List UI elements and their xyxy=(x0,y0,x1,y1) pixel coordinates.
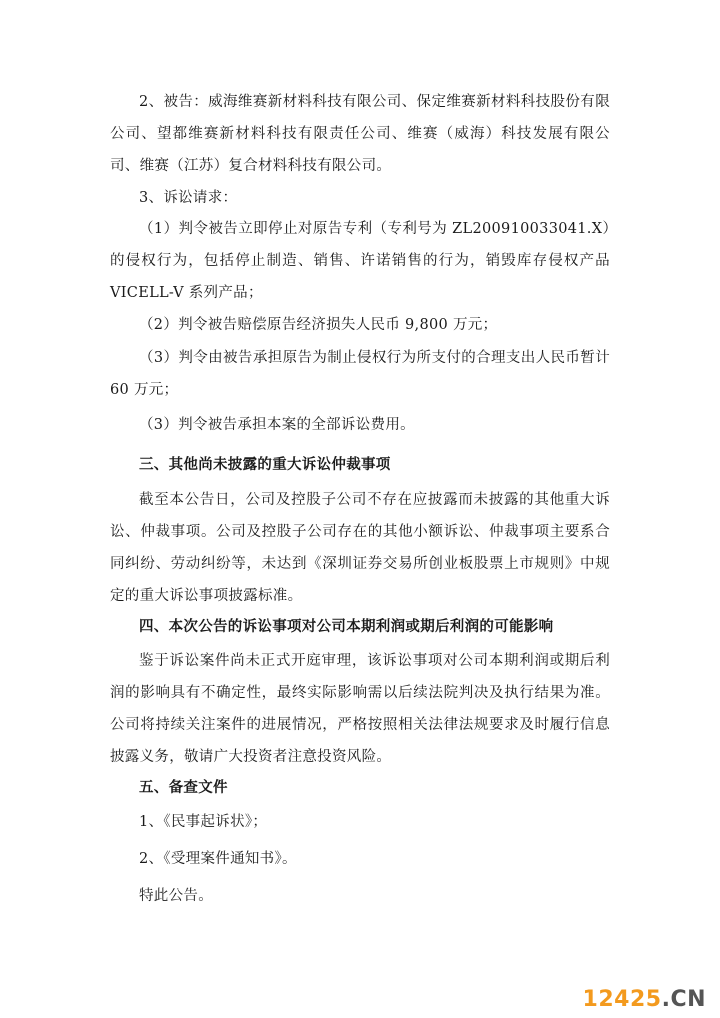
watermark-number: 12425 xyxy=(582,987,662,1012)
paragraph-section-4-body: 鉴于诉讼案件尚未正式开庭审理，该诉讼事项对公司本期利润或期后利润的影响具有不确定性，最终实际影响需以后续法院判决及执行结果为准。公司将持续关注案件的进展情况，严格按照相关法律法规要求及时履行信息披露义务，敬请广大投资者注意投资风险。 xyxy=(110,653,610,765)
closing-statement: 特此公告。 xyxy=(139,888,213,904)
section-heading-5: 五、备查文件 xyxy=(139,779,228,796)
paragraph-claims-heading: 3、诉讼请求： xyxy=(139,190,238,206)
paragraph-defendants: 2、被告：威海维赛新材料科技有限公司、保定维赛新材料科技股份有限公司、望都维赛新材料科技有限责任公司、维赛（威海）科技发展有限公司、维赛（江苏）复合材料科技有限公司。 xyxy=(110,94,610,174)
paragraph-claim-1: （1）判令被告立即停止对原告专利（专利号为 ZL200910033041.X）的侵权行为，包括停止制造、销售、许诺销售的行为，销毁库存侵权产品 VICELL-V 系列产品； xyxy=(110,221,610,301)
section-heading-3: 三、其他尚未披露的重大诉讼仲裁事项 xyxy=(139,456,391,473)
paragraph-claim-3: （3）判令由被告承担原告为制止侵权行为所支付的合理支出人民币暂计 60 万元； xyxy=(110,350,610,398)
paragraph-claim-2: （2）判令被告赔偿原告经济损失人民币 9,800 万元； xyxy=(139,317,498,333)
watermark-dot: . xyxy=(661,987,671,1012)
site-watermark xyxy=(583,987,706,1012)
paragraph-claim-4: （3）判令被告承担本案的全部诉讼费用。 xyxy=(139,417,415,433)
attachment-item-2: 2、《受理案件通知书》。 xyxy=(139,851,297,867)
section-heading-4: 四、本次公告的诉讼事项对公司本期利润或期后利润的可能影响 xyxy=(139,618,554,635)
paragraph-section-3-body: 截至本公告日，公司及控股子公司不存在应披露而未披露的其他重大诉讼、仲裁事项。公司及控股子公司存在的其他小额诉讼、仲裁事项主要系合同纠纷、劳动纠纷等，未达到《深圳证券交易所创业板股票上市规则》中规定的重大诉讼事项披露标准。 xyxy=(110,492,610,604)
attachment-item-1: 1、《民事起诉状》； xyxy=(139,814,268,830)
watermark-suffix: CN xyxy=(670,987,706,1012)
